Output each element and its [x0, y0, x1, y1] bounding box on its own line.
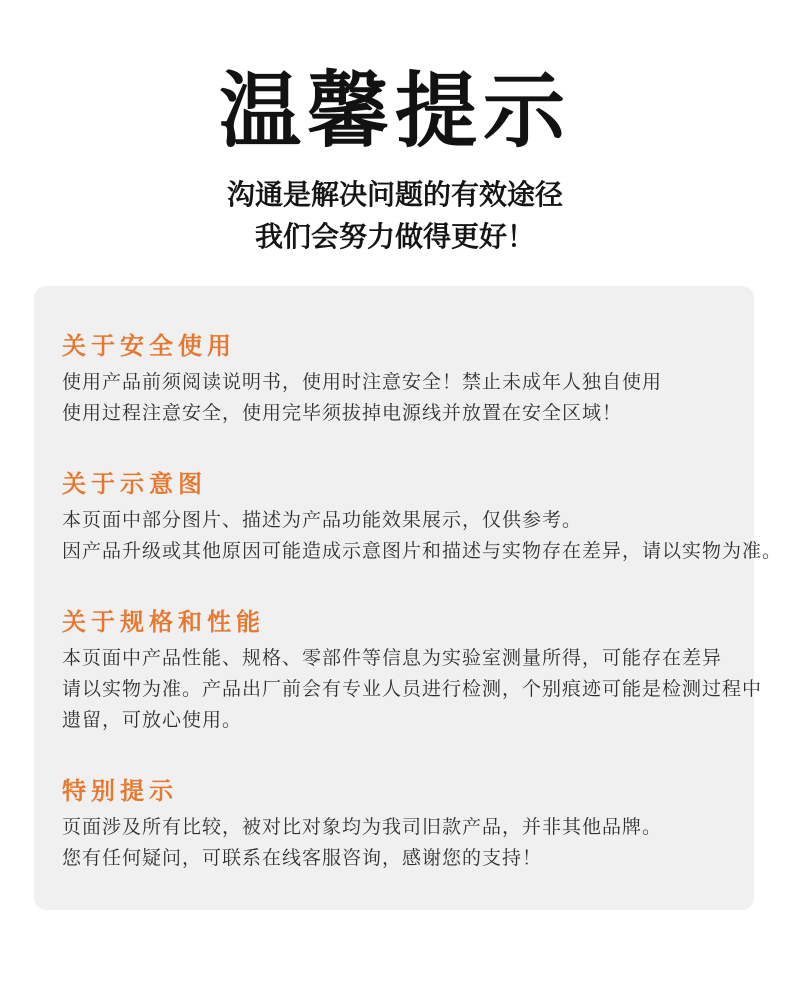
subtitle-line-2: 我们会努力做得更好！ [254, 221, 535, 252]
section-heading: 关于安全使用 [62, 333, 236, 360]
subtitle-line-1: 沟通是解决问题的有效途径 [226, 179, 563, 210]
section-heading: 关于规格和性能 [62, 609, 265, 636]
section-line: 因产品升级或其他原因可能造成示意图片和描述与实物存在差异，请以实物为准。 [62, 541, 783, 562]
section-body [62, 812, 726, 874]
section-line: 遗留，可放心使用。 [62, 710, 243, 731]
notice-card [34, 286, 783, 910]
section-heading: 关于示意图 [62, 471, 207, 498]
section-line: 使用过程注意安全，使用完毕须拔掉电源线并放置在安全区域！ [62, 403, 623, 424]
section-safety-usage [62, 335, 726, 429]
page-title: 温馨提示 [218, 66, 571, 157]
section-body [62, 643, 763, 736]
section-line: 本页面中产品性能、规格、零部件等信息为实验室测量所得，可能存在差异 [62, 648, 723, 669]
section-line: 使用产品前须阅读说明书，使用时注意安全！禁止未成年人独自使用 [62, 372, 663, 393]
page-subtitle [0, 174, 790, 258]
section-illustrations [62, 471, 783, 567]
section-heading: 特别提示 [62, 778, 178, 805]
section-line: 本页面中部分图片、描述为产品功能效果展示，仅供参考。 [62, 510, 583, 531]
section-line: 您有任何疑问，可联系在线客服咨询，感谢您的支持！ [62, 848, 543, 869]
hero [0, 0, 790, 258]
section-special-note [62, 780, 726, 874]
section-line: 请以实物为准。产品出厂前会有专业人员进行检测，个别痕迹可能是检测过程中 [62, 679, 763, 700]
section-body [62, 367, 726, 429]
section-line: 页面涉及所有比较，被对比对象均为我司旧款产品，并非其他品牌。 [62, 817, 663, 838]
section-body [62, 505, 783, 567]
section-specs-performance [62, 609, 763, 736]
